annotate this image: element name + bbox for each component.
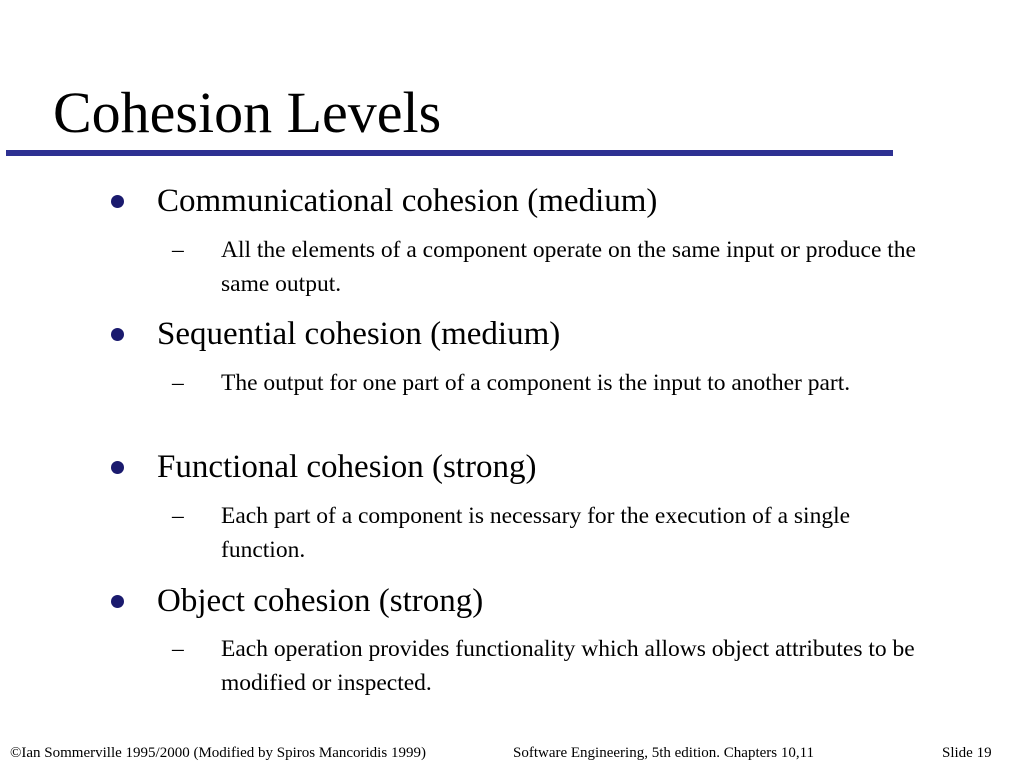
dash-marker: –: [172, 237, 184, 263]
dash-marker: –: [172, 370, 184, 396]
sub-bullet: [172, 632, 932, 700]
bullet-heading: Communicational cohesion (medium): [157, 183, 658, 219]
slide-title: Cohesion Levels: [53, 80, 442, 145]
sub-bullet: [172, 499, 932, 567]
dash-marker: –: [172, 503, 184, 529]
bullet-heading: Sequential cohesion (medium): [157, 316, 561, 352]
bullet-heading: Object cohesion (strong): [157, 583, 484, 619]
sub-bullet-text: All the elements of a component operate on the same input or produce the same output.: [221, 237, 916, 297]
sub-bullet: [172, 366, 932, 400]
title-underline: [6, 150, 893, 156]
bullet-icon: [111, 328, 124, 341]
dash-marker: –: [172, 636, 184, 662]
sub-bullet-text: Each operation provides functionality which allows object attributes to be modified or inspected.: [221, 636, 915, 696]
bullet-icon: [111, 461, 124, 474]
bullet-heading: Functional cohesion (strong): [157, 449, 537, 485]
bullet-icon: [111, 595, 124, 608]
footer-book-reference: Software Engineering, 5th edition. Chapters 10,11: [513, 745, 815, 761]
sub-bullet: [172, 233, 932, 301]
sub-bullet-text: The output for one part of a component is the input to another part.: [221, 370, 851, 396]
bullet-icon: [111, 195, 124, 208]
sub-bullet-text: Each part of a component is necessary for the execution of a single function.: [221, 503, 851, 563]
footer-slide-number: Slide 19: [942, 745, 992, 761]
footer-copyright: ©Ian Sommerville 1995/2000 (Modified by Spiros Mancoridis 1999): [10, 745, 426, 761]
